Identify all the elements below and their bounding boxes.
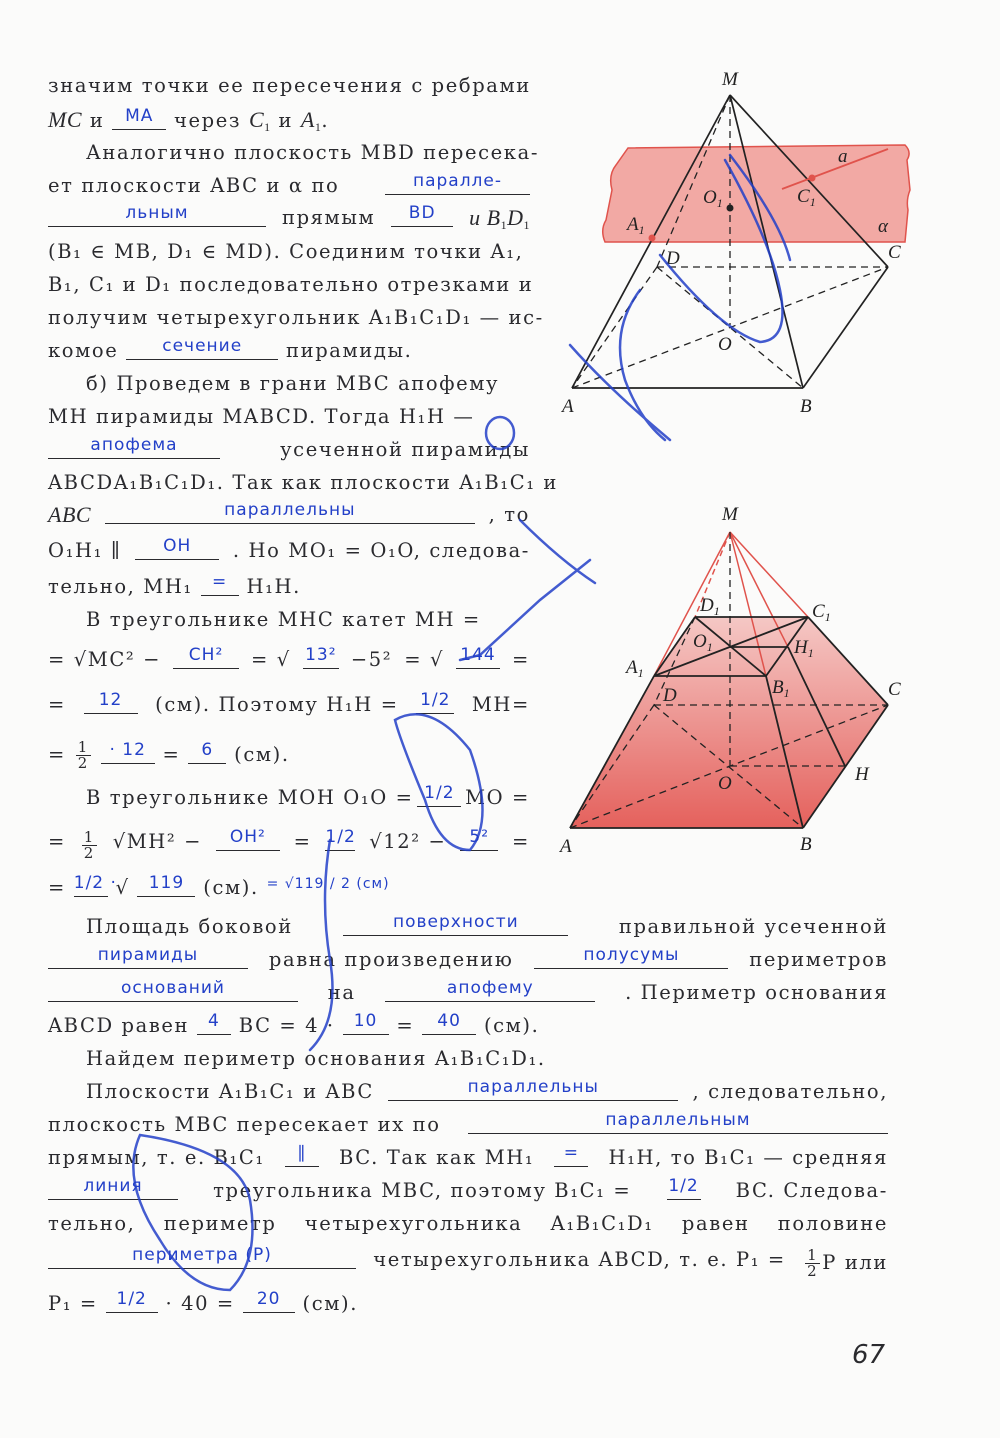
- text: Площадь боковой: [86, 915, 293, 938]
- text-line: [48, 1176, 888, 1203]
- handwritten-answer: 4: [208, 1011, 220, 1031]
- handwritten-answer: линия: [83, 1176, 143, 1196]
- text: четырехугольника ABCD, т. е. P₁ =: [373, 1248, 786, 1271]
- fill-blank[interactable]: [201, 572, 239, 596]
- handwritten-answer: паралле-: [412, 171, 503, 191]
- label-h: H: [855, 764, 869, 785]
- fill-blank[interactable]: [460, 827, 498, 851]
- label-a1: $A_1$: [626, 657, 644, 680]
- text: P или: [822, 1251, 888, 1274]
- label-o1: $O_1$: [693, 631, 713, 654]
- handwritten-answer: 5²: [469, 827, 490, 847]
- fill-blank[interactable]: [216, 827, 280, 851]
- handwritten-answer: полусумы: [583, 945, 680, 965]
- text-line: [48, 978, 888, 1005]
- text: , следовательно,: [692, 1080, 888, 1103]
- fill-blank[interactable]: [325, 827, 356, 851]
- text: через: [174, 109, 242, 132]
- handwritten-answer: CH²: [188, 645, 224, 665]
- label-c1: $C_1$: [812, 601, 831, 624]
- truncated-pyramid-figure: [550, 495, 920, 865]
- point-c1: [809, 175, 816, 182]
- text-line: [48, 912, 888, 939]
- text-line: [48, 108, 329, 139]
- handwritten-answer: апофема: [90, 435, 178, 455]
- handwritten-answer: поверхности: [393, 912, 519, 932]
- fill-blank[interactable]: [48, 1176, 178, 1200]
- text: =: [48, 830, 66, 853]
- text: MO =: [465, 786, 530, 809]
- text: комое: [48, 339, 119, 362]
- text: плоскость MBC пересекает их по: [48, 1113, 441, 1136]
- text: (см).: [302, 1292, 359, 1315]
- handwritten-answer: 1/2: [116, 1289, 147, 1309]
- text-line: [48, 203, 530, 237]
- handwritten-answer: 1/2 ·: [73, 873, 117, 893]
- handwritten-answer: 1/2: [420, 690, 451, 710]
- text: правильной усеченной: [618, 915, 888, 938]
- text-line: [48, 1011, 540, 1038]
- handwritten-answer: ∥: [297, 1143, 307, 1163]
- text: = √: [251, 648, 291, 671]
- text-line: [48, 608, 530, 632]
- label-o1: $O_1$: [703, 187, 723, 210]
- text-line: [48, 240, 530, 264]
- page-number: 67: [852, 1340, 886, 1370]
- fill-blank[interactable]: [422, 1011, 476, 1035]
- text: и: [89, 109, 105, 132]
- fraction: $\frac{1}{2}$: [77, 738, 89, 772]
- text: прямым: [281, 206, 376, 229]
- handwritten-answer: параллельны: [224, 500, 356, 520]
- text: MH пирамиды MABCD. Тогда H₁H —: [48, 405, 475, 428]
- handwritten-answer: оснований: [121, 978, 225, 998]
- handwritten-answer: параллельным: [605, 1110, 751, 1130]
- text: периметров: [749, 948, 888, 971]
- fill-blank[interactable]: [106, 1289, 158, 1313]
- text-line: [48, 783, 530, 810]
- math: ABC: [48, 502, 92, 527]
- text-line: [48, 273, 534, 297]
- text: B₁, C₁ и D₁ последовательно отрезками и: [48, 273, 534, 296]
- text: , то: [488, 503, 530, 526]
- fill-blank[interactable]: [126, 336, 278, 360]
- handwritten-answer: 40: [437, 1011, 461, 1031]
- text: на: [327, 981, 356, 1004]
- text: H₁H, то B₁C₁ — средняя: [608, 1146, 888, 1169]
- text-line: [48, 372, 530, 396]
- handwritten-answer: периметра (P): [132, 1245, 272, 1265]
- text: √: [115, 876, 130, 899]
- text: и: [278, 109, 294, 132]
- fill-blank[interactable]: [456, 645, 500, 669]
- text: MH=: [471, 693, 530, 716]
- text-line: [48, 141, 540, 165]
- text-line: [48, 945, 888, 972]
- text: усеченной пирамиды: [280, 438, 530, 461]
- text: (см).: [203, 876, 259, 899]
- text: =: [396, 1014, 415, 1037]
- solid-fill: [570, 617, 888, 828]
- text: =: [48, 876, 66, 899]
- handwritten-answer: 6: [201, 740, 214, 760]
- text-line: [48, 1110, 888, 1137]
- text-line: [48, 1077, 888, 1104]
- math: $A_1$: [300, 107, 322, 134]
- handwritten-answer: апофему: [446, 978, 534, 998]
- handwritten-answer: 20: [256, 1289, 281, 1309]
- handwritten-answer: параллельны: [467, 1077, 599, 1097]
- text-line: [48, 500, 530, 527]
- text: =: [512, 648, 530, 671]
- text-line: [48, 1143, 888, 1170]
- text: =: [48, 693, 66, 716]
- text: значим точки ее пересечения с ребрами: [48, 74, 531, 97]
- label-a: A: [562, 396, 574, 417]
- handwritten-answer: BD: [408, 203, 436, 223]
- text-line: [48, 435, 530, 462]
- fill-blank[interactable]: [343, 1011, 389, 1035]
- text: получим четырехугольник A₁B₁C₁D₁ — ис-: [48, 306, 544, 329]
- fill-blank[interactable]: [303, 645, 339, 669]
- text: H₁H.: [246, 575, 301, 598]
- handwritten-answer: 144: [460, 645, 496, 665]
- handwritten-answer: 1/2: [424, 783, 455, 803]
- text-line: [48, 645, 530, 672]
- fill-blank[interactable]: [137, 873, 195, 897]
- text: O₁H₁ ∥: [48, 539, 122, 562]
- label-c1: $C_1$: [797, 186, 816, 209]
- text: √12² −: [369, 830, 447, 853]
- text: тельно, периметр четырехугольника A₁B₁C₁D₁ равен половине: [48, 1212, 888, 1235]
- text: ABCD равен: [48, 1014, 190, 1037]
- handwritten-answer: =: [212, 572, 228, 592]
- point-o1: [727, 205, 734, 212]
- fill-blank[interactable]: [534, 945, 728, 969]
- text: пирамиды.: [286, 339, 413, 362]
- label-c: C: [888, 242, 901, 263]
- text-line: [48, 536, 530, 563]
- handwritten-answer: МА: [125, 106, 154, 126]
- plane-alpha: [603, 145, 910, 242]
- text-line: [48, 1212, 888, 1236]
- text-line: [48, 690, 530, 717]
- handwritten-answer: =: [563, 1143, 580, 1163]
- math: и $B_1D_1$: [469, 205, 530, 232]
- text: (см). Поэтому H₁H =: [155, 693, 399, 716]
- fill-blank[interactable]: [73, 873, 117, 897]
- text: BC = 4 ·: [238, 1014, 335, 1037]
- fill-blank[interactable]: [101, 740, 155, 764]
- fill-blank[interactable]: [48, 435, 220, 459]
- text-line: [48, 171, 530, 198]
- handwritten-answer: · 12: [109, 740, 146, 760]
- text: BC. Следова-: [735, 1179, 888, 1202]
- text: Плоскости A₁B₁C₁ и ABC: [86, 1080, 374, 1103]
- text: Аналогично плоскость MBD пересека-: [86, 141, 540, 164]
- fill-blank[interactable]: [188, 740, 226, 764]
- handwritten-answer: OH: [163, 536, 192, 556]
- label-m: M: [722, 69, 738, 90]
- text: (см).: [234, 743, 290, 766]
- text: · 40 =: [165, 1292, 235, 1315]
- text-line: [48, 405, 530, 429]
- text: .: [321, 109, 330, 132]
- handwritten-answer: пирамиды: [97, 945, 199, 965]
- handwritten-answer: 119: [148, 873, 185, 893]
- math: $C_1$: [248, 107, 271, 134]
- text-line: [48, 74, 530, 98]
- label-c: C: [888, 679, 901, 700]
- text: =: [293, 830, 312, 853]
- handwritten-answer: 1/2: [668, 1176, 699, 1196]
- handwritten-answer: сечение: [162, 336, 243, 356]
- text: тельно, MH₁: [48, 575, 193, 598]
- fraction: $\frac{1}{2}$: [83, 828, 95, 862]
- text: (B₁ ∈ MB, D₁ ∈ MD). Соединим точки A₁,: [48, 240, 524, 263]
- point-a1: [649, 235, 656, 242]
- text-line: [48, 306, 544, 330]
- text: √MH² −: [112, 830, 203, 853]
- text: = √MC² −: [48, 648, 162, 671]
- fill-blank[interactable]: [554, 1143, 588, 1167]
- fill-blank[interactable]: [343, 912, 568, 936]
- text: (см).: [483, 1014, 540, 1037]
- fill-blank[interactable]: [285, 1143, 319, 1167]
- text: −5²: [350, 648, 393, 671]
- text: б) Проведем в грани MBC апофему: [86, 372, 500, 395]
- label-o: O: [718, 334, 732, 355]
- handwritten-answer: 10: [353, 1011, 378, 1031]
- text: =: [162, 743, 181, 766]
- fill-blank[interactable]: [385, 171, 530, 195]
- fill-blank[interactable]: [667, 1176, 701, 1200]
- fill-blank[interactable]: [135, 536, 219, 560]
- label-a1: $A_1$: [627, 214, 645, 237]
- handwritten-answer: 12: [98, 690, 123, 710]
- fraction: $\frac{1}{2}$: [807, 1246, 819, 1280]
- fill-blank[interactable]: [468, 1110, 888, 1134]
- text-line: [48, 1047, 546, 1071]
- handwritten-answer: 13²: [305, 645, 337, 665]
- text: BC. Так как MH₁: [339, 1146, 535, 1169]
- text-line: [48, 873, 390, 902]
- text: Найдем периметр основания A₁B₁C₁D₁.: [86, 1047, 546, 1070]
- math: MC: [48, 107, 82, 132]
- fill-blank[interactable]: [385, 978, 595, 1002]
- label-m: M: [722, 504, 738, 525]
- fill-blank[interactable]: [48, 945, 248, 969]
- text: = √: [404, 648, 444, 671]
- text: В треугольнике MOH O₁O =: [86, 786, 414, 809]
- handwritten-answer: льным: [125, 203, 189, 223]
- label-b1: $B_1$: [772, 677, 790, 700]
- text-line: [48, 1245, 888, 1280]
- fill-blank[interactable]: [48, 1245, 356, 1269]
- text-line: [48, 1289, 359, 1316]
- text-line: [48, 740, 290, 771]
- text-line: [48, 572, 301, 599]
- text-line: [48, 827, 530, 862]
- label-b: B: [800, 396, 812, 417]
- fill-blank[interactable]: [173, 645, 239, 669]
- text: =: [512, 830, 530, 853]
- label-b: B: [800, 834, 812, 855]
- text: треугольника MBC, поэтому B₁C₁ =: [213, 1179, 632, 1202]
- label-d: D: [666, 248, 680, 269]
- text: . Периметр основания: [625, 981, 888, 1004]
- text-line: [48, 336, 413, 363]
- label-alpha: α: [878, 216, 888, 237]
- text-line: [48, 471, 559, 495]
- fill-blank[interactable]: [416, 690, 454, 714]
- fill-blank[interactable]: [197, 1011, 231, 1035]
- fill-blank[interactable]: [48, 203, 266, 227]
- fill-blank[interactable]: [112, 106, 166, 130]
- handwritten-note: = √119 / 2 (см): [266, 876, 390, 892]
- label-o: O: [718, 773, 732, 794]
- handwritten-answer: OH²: [229, 827, 266, 847]
- text: прямым, т. е. B₁C₁: [48, 1146, 265, 1169]
- label-a: A: [560, 836, 572, 857]
- label-line-a: a: [838, 146, 848, 167]
- fill-blank[interactable]: [243, 1289, 295, 1313]
- fill-blank[interactable]: [417, 783, 461, 807]
- text: В треугольнике MHC катет MH =: [86, 608, 481, 631]
- handwritten-answer: 1/2: [325, 827, 356, 847]
- text: =: [48, 743, 66, 766]
- pyramid-plane-figure: [550, 60, 920, 430]
- label-h1: $H_1$: [794, 637, 814, 660]
- label-d: D: [663, 685, 677, 706]
- fill-blank[interactable]: [105, 500, 475, 524]
- label-d1: $D_1$: [700, 595, 720, 618]
- fill-blank[interactable]: [388, 1077, 678, 1101]
- text: ет плоскости ABC и α по: [48, 174, 340, 197]
- text: P₁ =: [48, 1292, 98, 1315]
- fill-blank[interactable]: [84, 690, 138, 714]
- text: равна произведению: [268, 948, 514, 971]
- text: ABCDA₁B₁C₁D₁. Так как плоскости A₁B₁C₁ и: [48, 471, 559, 494]
- fill-blank[interactable]: [391, 203, 453, 227]
- text: . Но MO₁ = O₁O, следова-: [232, 539, 530, 562]
- fill-blank[interactable]: [48, 978, 298, 1002]
